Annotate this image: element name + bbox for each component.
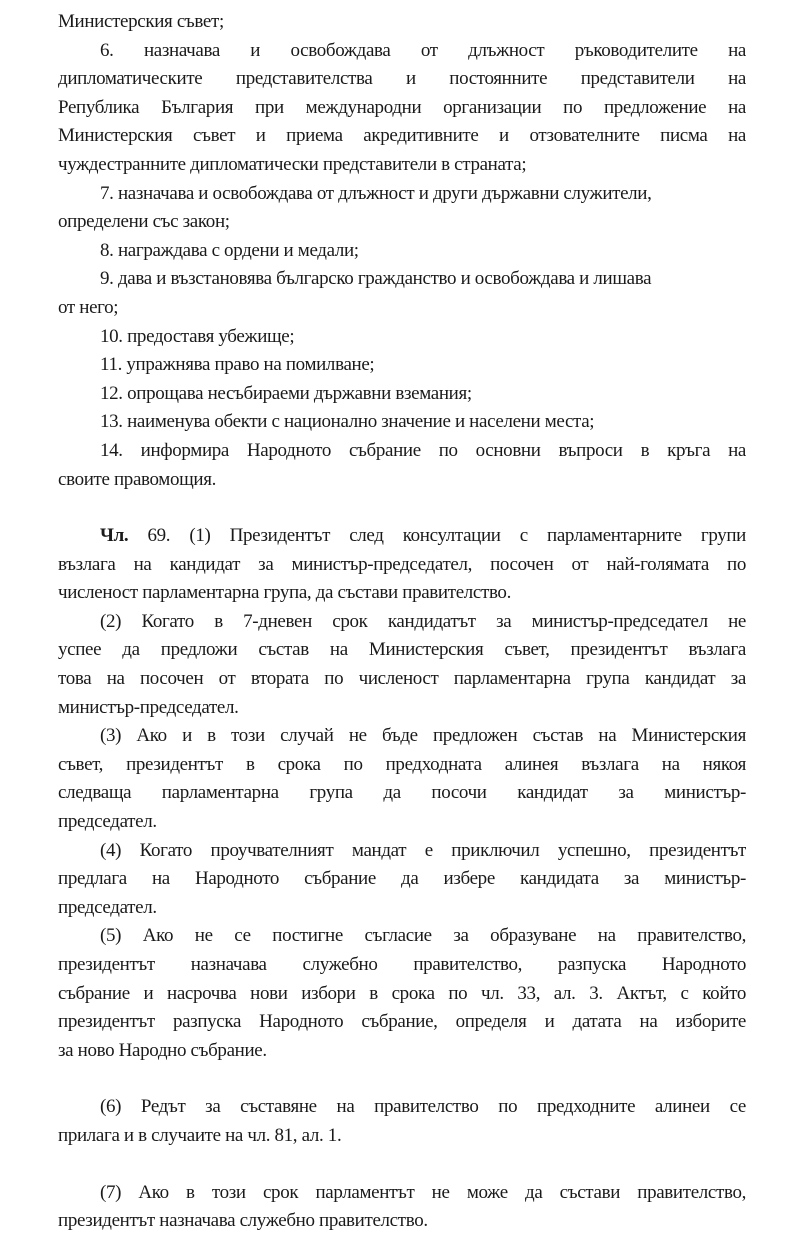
article-69 (58, 522, 746, 1236)
text-line: 12. опрощава несъбираеми държавни вземания; (100, 382, 472, 404)
article-paragraph-1 (58, 522, 746, 608)
text-line: успее да предложи състав на Министерския съвет, президентът възлага (58, 639, 746, 661)
text-line: от него; (58, 296, 119, 318)
text-line: 14. информира Народното събрание по основни въпроси в кръга на (100, 439, 746, 461)
text-line: председател. (58, 811, 157, 833)
list-item-13 (58, 408, 746, 437)
text-line: Министерския съвет; (58, 11, 224, 32)
list-item-6 (58, 37, 746, 180)
article-number: 69. (147, 525, 171, 547)
text-line: прилага и в случаите на чл. 81, ал. 1. (58, 1124, 342, 1146)
paragraph-number: (6) (100, 1096, 122, 1118)
article-paragraph-3 (58, 722, 746, 836)
text-line: 9. дава и възстановява българско гражданство и освобождава и лишава (100, 268, 652, 290)
text-line: предлага на Народното събрание да избере кандидата за министър- (58, 868, 746, 890)
item-number: 7. (100, 182, 114, 204)
text-line: 13. наименува обекти с национално значение и населени места; (100, 411, 595, 433)
text-line: чуждестранните дипломатически представители в страната; (58, 153, 527, 175)
item-number: 8. (100, 239, 114, 261)
article-paragraph-6 (58, 1093, 746, 1150)
text-line: численост парламентарна група, да състави правителство. (58, 582, 511, 604)
text-line: министър-председател. (58, 696, 239, 718)
text-line: Република България при международни организации по предложение на (58, 96, 746, 118)
article-paragraph-4 (58, 837, 746, 923)
text-line: следваща парламентарна група да посочи кандидат за министър- (58, 782, 746, 804)
list-item-10 (58, 323, 746, 352)
article-paragraph-7 (58, 1179, 746, 1236)
paragraph-number: (5) (100, 925, 122, 947)
intro-continuation (58, 8, 746, 37)
text-line: президентът назначава служебно правителство. (58, 1210, 428, 1232)
text-line: 7. назначава и освобождава от длъжност и други държавни служители, (100, 182, 652, 204)
text-line: 8. награждава с ордени и медали; (100, 239, 359, 261)
text-line: това на посочен от втората по численост парламентарна група кандидат за (58, 668, 746, 690)
text-line: председател. (58, 896, 157, 918)
item-number: 6. (100, 39, 114, 61)
list-item-14 (58, 437, 746, 494)
spacer (58, 1151, 746, 1179)
item-number: 12. (100, 382, 123, 404)
article-paragraph-5 (58, 922, 746, 1065)
item-number: 13. (100, 411, 123, 433)
text-line: 6. назначава и освобождава от длъжност ръководителите на (100, 39, 746, 61)
spacer (58, 494, 746, 522)
paragraph-number: (7) (100, 1181, 122, 1203)
paragraph-number: (1) (189, 525, 211, 547)
text-line: определени със закон; (58, 211, 230, 233)
paragraph-number: (4) (100, 839, 122, 861)
text-line: (7) Ако в този срок парламентът не може да състави правителство, (100, 1181, 746, 1203)
paragraph-number: (3) (100, 725, 122, 747)
text-line: (4) Когато проучвателният мандат е приключил успешно, президентът (100, 839, 746, 861)
item-number: 11. (100, 354, 122, 376)
item-number: 14. (100, 439, 123, 461)
text-line: 10. предоставя убежище; (100, 325, 295, 347)
text-line: дипломатическите представителства и постоянните представители на (58, 68, 746, 90)
list-item-12 (58, 380, 746, 409)
text-line: 11. упражнява право на помилване; (100, 354, 375, 376)
article-paragraph-2 (58, 608, 746, 722)
text-line: (3) Ако и в този случай не бъде предложен състав на Министерския (100, 725, 746, 747)
text-line: възлага на кандидат за министър-председател, посочен от най-голямата по (58, 553, 746, 575)
list-item-11 (58, 351, 746, 380)
text-line: Министерския съвет и приема акредитивните и отзователните писма на (58, 125, 746, 147)
list-item-9 (58, 265, 746, 322)
list-item-7 (58, 180, 746, 237)
text-line: съвет, президентът в срока по предходната алинея възлага на някоя (58, 753, 746, 775)
text-line: президентът назначава служебно правителство, разпуска Народното (58, 954, 746, 975)
text-line: (6) Редът за съставяне на правителство по предходните алинеи се (100, 1096, 746, 1118)
item-number: 10. (100, 325, 123, 347)
text-line: за ново Народно събрание. (58, 1039, 267, 1061)
text-line: президентът разпуска Народното събрание, определя и датата на изборите (58, 1011, 746, 1033)
text-line: събрание и насрочва нови избори в срока по чл. 33, ал. 3. Актът, с който (58, 982, 746, 1004)
list-item-8 (58, 237, 746, 266)
spacer (58, 1065, 746, 1093)
item-number: 9. (100, 268, 114, 290)
document-page (58, 8, 746, 1236)
text-line: Чл. 69. (1) Президентът след консултации с парламентарните групи (100, 525, 746, 547)
text-line: своите правомощия. (58, 468, 217, 490)
text-line: (2) Когато в 7-дневен срок кандидатът за министър-председател не (100, 610, 746, 632)
text-line: (5) Ако не се постигне съгласие за образуване на правителство, (100, 925, 746, 947)
article-label: Чл. (100, 525, 129, 547)
paragraph-number: (2) (100, 610, 122, 632)
